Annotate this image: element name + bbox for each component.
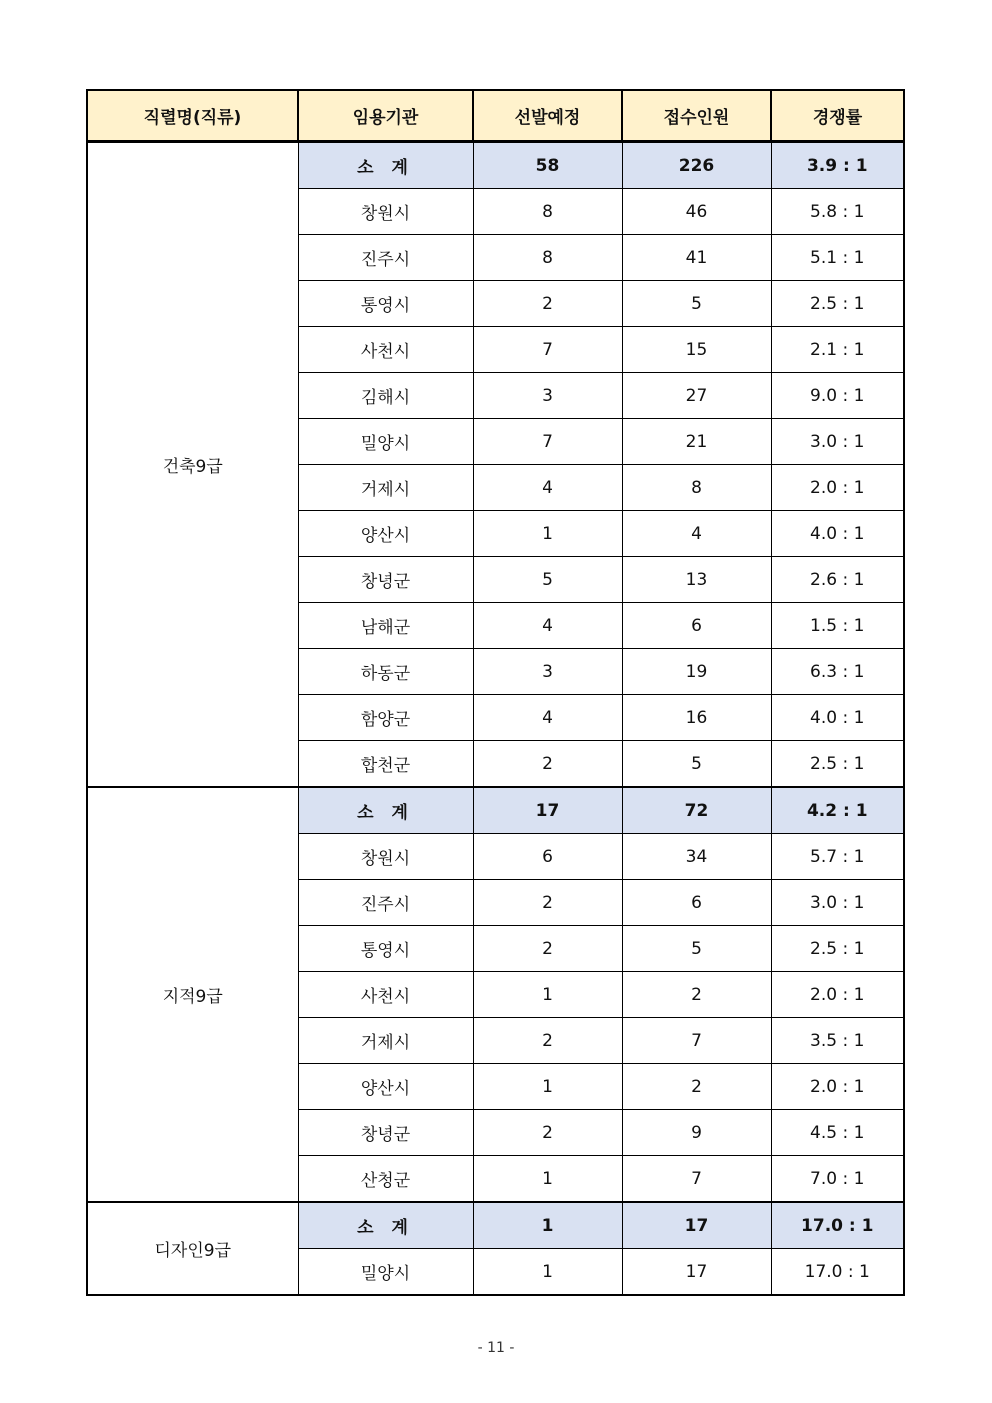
subtotal-ratio: 3.9 : 1 xyxy=(771,142,904,189)
agency-cell: 창원시 xyxy=(298,834,473,880)
subtotal-ratio: 4.2 : 1 xyxy=(771,787,904,834)
planned-cell: 5 xyxy=(473,557,622,603)
subtotal-label: 소 계 xyxy=(298,1202,473,1249)
ratio-cell: 6.3 : 1 xyxy=(771,649,904,695)
agency-cell: 산청군 xyxy=(298,1156,473,1203)
agency-cell: 창녕군 xyxy=(298,557,473,603)
header-agency: 임용기관 xyxy=(298,90,473,142)
planned-cell: 7 xyxy=(473,419,622,465)
agency-cell: 합천군 xyxy=(298,741,473,788)
agency-cell: 사천시 xyxy=(298,972,473,1018)
agency-cell: 함양군 xyxy=(298,695,473,741)
planned-cell: 2 xyxy=(473,1110,622,1156)
ratio-cell: 2.5 : 1 xyxy=(771,281,904,327)
agency-cell: 남해군 xyxy=(298,603,473,649)
received-cell: 17 xyxy=(622,1249,771,1296)
planned-cell: 2 xyxy=(473,926,622,972)
ratio-cell: 5.8 : 1 xyxy=(771,189,904,235)
header-ratio: 경쟁률 xyxy=(771,90,904,142)
agency-cell: 거제시 xyxy=(298,1018,473,1064)
received-cell: 41 xyxy=(622,235,771,281)
ratio-cell: 2.0 : 1 xyxy=(771,972,904,1018)
subtotal-label: 소 계 xyxy=(298,142,473,189)
received-cell: 9 xyxy=(622,1110,771,1156)
planned-cell: 7 xyxy=(473,327,622,373)
planned-cell: 8 xyxy=(473,189,622,235)
planned-cell: 1 xyxy=(473,1064,622,1110)
received-cell: 34 xyxy=(622,834,771,880)
subtotal-planned: 17 xyxy=(473,787,622,834)
received-cell: 8 xyxy=(622,465,771,511)
ratio-cell: 2.1 : 1 xyxy=(771,327,904,373)
agency-cell: 통영시 xyxy=(298,281,473,327)
ratio-cell: 9.0 : 1 xyxy=(771,373,904,419)
received-cell: 15 xyxy=(622,327,771,373)
ratio-cell: 4.0 : 1 xyxy=(771,695,904,741)
agency-cell: 통영시 xyxy=(298,926,473,972)
subtotal-ratio: 17.0 : 1 xyxy=(771,1202,904,1249)
ratio-cell: 2.5 : 1 xyxy=(771,741,904,788)
agency-cell: 하동군 xyxy=(298,649,473,695)
planned-cell: 2 xyxy=(473,741,622,788)
planned-cell: 2 xyxy=(473,880,622,926)
agency-cell: 거제시 xyxy=(298,465,473,511)
subtotal-label: 소 계 xyxy=(298,787,473,834)
ratio-cell: 4.5 : 1 xyxy=(771,1110,904,1156)
received-cell: 13 xyxy=(622,557,771,603)
received-cell: 7 xyxy=(622,1156,771,1203)
received-cell: 5 xyxy=(622,741,771,788)
ratio-cell: 5.1 : 1 xyxy=(771,235,904,281)
planned-cell: 4 xyxy=(473,465,622,511)
received-cell: 2 xyxy=(622,972,771,1018)
ratio-cell: 3.5 : 1 xyxy=(771,1018,904,1064)
received-cell: 19 xyxy=(622,649,771,695)
planned-cell: 1 xyxy=(473,1156,622,1203)
subtotal-row xyxy=(87,1202,904,1249)
planned-cell: 3 xyxy=(473,649,622,695)
agency-cell: 밀양시 xyxy=(298,419,473,465)
agency-cell: 창원시 xyxy=(298,189,473,235)
subtotal-planned: 1 xyxy=(473,1202,622,1249)
header-planned: 선발예정 xyxy=(473,90,622,142)
planned-cell: 2 xyxy=(473,281,622,327)
subtotal-row xyxy=(87,142,904,189)
ratio-cell: 1.5 : 1 xyxy=(771,603,904,649)
received-cell: 16 xyxy=(622,695,771,741)
received-cell: 6 xyxy=(622,880,771,926)
agency-cell: 양산시 xyxy=(298,1064,473,1110)
subtotal-received: 72 xyxy=(622,787,771,834)
ratio-cell: 2.0 : 1 xyxy=(771,465,904,511)
ratio-cell: 5.7 : 1 xyxy=(771,834,904,880)
planned-cell: 4 xyxy=(473,695,622,741)
job-title-cell: 건축9급 xyxy=(87,142,298,788)
header-row xyxy=(87,90,904,142)
ratio-cell: 4.0 : 1 xyxy=(771,511,904,557)
received-cell: 46 xyxy=(622,189,771,235)
header-job: 직렬명(직류) xyxy=(87,90,298,142)
agency-cell: 밀양시 xyxy=(298,1249,473,1296)
planned-cell: 2 xyxy=(473,1018,622,1064)
job-title-cell: 지적9급 xyxy=(87,787,298,1202)
ratio-cell: 2.6 : 1 xyxy=(771,557,904,603)
agency-cell: 창녕군 xyxy=(298,1110,473,1156)
subtotal-row xyxy=(87,787,904,834)
subtotal-received: 17 xyxy=(622,1202,771,1249)
received-cell: 4 xyxy=(622,511,771,557)
received-cell: 2 xyxy=(622,1064,771,1110)
page-number: - 11 - xyxy=(477,1340,515,1356)
received-cell: 5 xyxy=(622,926,771,972)
received-cell: 5 xyxy=(622,281,771,327)
agency-cell: 김해시 xyxy=(298,373,473,419)
subtotal-planned: 58 xyxy=(473,142,622,189)
planned-cell: 1 xyxy=(473,1249,622,1296)
planned-cell: 8 xyxy=(473,235,622,281)
planned-cell: 4 xyxy=(473,603,622,649)
ratio-cell: 2.0 : 1 xyxy=(771,1064,904,1110)
recruitment-competition-table xyxy=(86,89,905,1296)
received-cell: 27 xyxy=(622,373,771,419)
table-body xyxy=(87,142,904,1296)
planned-cell: 3 xyxy=(473,373,622,419)
job-title-cell: 디자인9급 xyxy=(87,1202,298,1295)
received-cell: 7 xyxy=(622,1018,771,1064)
agency-cell: 양산시 xyxy=(298,511,473,557)
ratio-cell: 2.5 : 1 xyxy=(771,926,904,972)
header-received: 접수인원 xyxy=(622,90,771,142)
planned-cell: 1 xyxy=(473,511,622,557)
ratio-cell: 17.0 : 1 xyxy=(771,1249,904,1296)
received-cell: 6 xyxy=(622,603,771,649)
agency-cell: 진주시 xyxy=(298,880,473,926)
planned-cell: 6 xyxy=(473,834,622,880)
planned-cell: 1 xyxy=(473,972,622,1018)
ratio-cell: 3.0 : 1 xyxy=(771,880,904,926)
ratio-cell: 3.0 : 1 xyxy=(771,419,904,465)
subtotal-received: 226 xyxy=(622,142,771,189)
received-cell: 21 xyxy=(622,419,771,465)
ratio-cell: 7.0 : 1 xyxy=(771,1156,904,1203)
agency-cell: 진주시 xyxy=(298,235,473,281)
agency-cell: 사천시 xyxy=(298,327,473,373)
